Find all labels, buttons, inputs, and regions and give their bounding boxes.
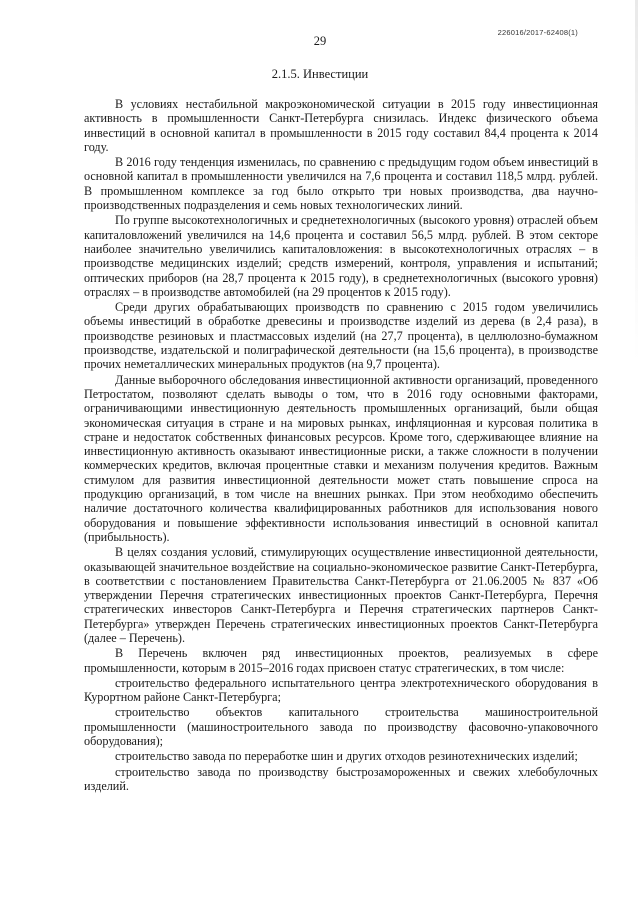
document-id-stamp: 226016/2017-62408(1) (497, 28, 578, 37)
paragraph: Данные выборочного обследования инвестиционной активности организаций, проведенного Петростатом, позволяют сделать выводы о том, что в 2016 году основными факторами, ограничивающими инвестиционную деятельность промышленных организаций, были общая экономическая ситуация в стране и на мировых рынках, инфляционная и курсовая политика в стране и недостаток собственных финансовых ресурсов. Кроме того, сдерживающее влияние на инвестиционную активность оказывают инвестиционные риски, а также сложности в получении коммерческих кредитов, включая процентные ставки и механизм получения кредитов. Важным стимулом для развития инвестиционной деятельности может стать повышение спроса на продукцию организаций, в том числе на внешних рынках. При этом необходимо обеспечить наличие достаточного количества квалифицированных работников для использования нового оборудования и повышение эффективности использования инвестиций в основной капитал (прибыльность). (84, 372, 598, 544)
paragraph: В условиях нестабильной макроэкономической ситуации в 2015 году инвестиционная активность в промышленности Санкт-Петербурга снизилась. Индекс физического объема инвестиций в основной капитал в промышленности в 2015 году составил 84,4 процента к 2014 году. (84, 97, 598, 154)
page-number: 29 (313, 34, 327, 48)
paragraph: Среди других обрабатывающих производств по сравнению с 2015 годом увеличились объемы инвестиций в обработке древесины и производстве изделий из дерева (в 2,4 раза), в производстве резиновых и пластмассовых изделий (на 27,7 процента), в целлюлозно-бумажном производстве, издательской и полиграфической деятельности (на 15,6 процента), в производстве прочих неметаллических минеральных продуктов (на 9,7 процента). (84, 300, 598, 372)
paragraph: В целях создания условий, стимулирующих осуществление инвестиционной деятельности, оказывающей значительное воздействие на социально-экономическое развитие Санкт-Петербурга, в соответствии с постановлением Правительства Санкт-Петербурга от 21.06.2005 № 837 «Об утверждении Перечня стратегических инвестиционных проектов Санкт-Петербурга, Перечня стратегических инвесторов Санкт-Петербурга и Перечня стратегических партнеров Санкт-Петербурга» утвержден Перечень стратегических инвестиционных проектов Санкт-Петербурга (далее – Перечень). (84, 545, 598, 645)
paragraph: В 2016 году тенденция изменилась, по сравнению с предыдущим годом объем инвестиций в основной капитал в промышленности увеличился на 7,6 процента и составил 118,5 млрд. рублей. В промышленном комплексе за год было открыто три новых производства, два научно-производственных подразделения и семь новых технологических линий. (84, 155, 598, 213)
paragraph: В Перечень включен ряд инвестиционных проектов, реализуемых в сфере промышленности, которым в 2015–2016 годах присвоен статус стратегических, в том числе: (84, 646, 598, 675)
list-item: строительство завода по переработке шин и других отходов резинотехнических изделий; (115, 749, 578, 764)
list-item: строительство завода по производству быстрозамороженных и свежих хлебобулочных изделий. (84, 764, 598, 793)
body-text (84, 97, 598, 794)
paragraph: По группе высокотехнологичных и среднетехнологичных (высокого уровня) отраслей объем капиталовложений увеличился на 14,6 процента и составил 56,5 млрд. рублей. В этом секторе наиболее значительно увеличились капиталовложения: в высокотехнологичных отраслях – в производстве медицинских изделий; средств измерений, контроля, управления и испытаний; оптических приборов (на 28,7 процента к 2015 году), в среднетехнологичных (высокого уровня) отраслях – в производстве автомобилей (на 29 процентов к 2015 году). (84, 213, 598, 299)
scan-edge-shadow (635, 0, 638, 905)
list-item: строительство федерального испытательного центра электротехнического оборудования в Курортном районе Санкт-Петербурга; (84, 675, 598, 705)
section-heading: 2.1.5. Инвестиции (271, 67, 369, 81)
list-item: строительство объектов капитального строительства машиностроительной промышленности (машиностроительного завода по производству фасовочно-упаковочного оборудования); (84, 705, 598, 749)
